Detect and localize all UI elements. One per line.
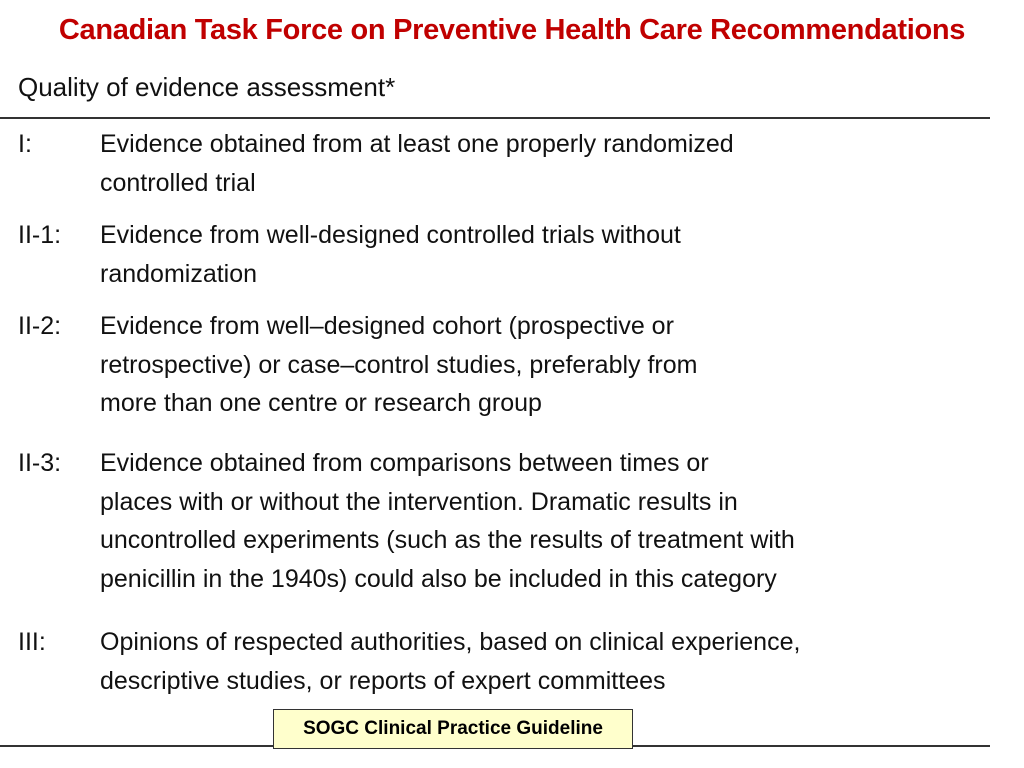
source-label: SOGC Clinical Practice Guideline xyxy=(273,709,633,749)
description-line: Evidence obtained from at least one properly randomized xyxy=(100,130,734,158)
evidence-description xyxy=(100,623,980,700)
description-line: more than one centre or research group xyxy=(100,389,542,417)
top-divider xyxy=(0,117,990,119)
evidence-level-label: II-3: xyxy=(18,449,62,477)
evidence-description xyxy=(100,125,980,202)
evidence-description xyxy=(100,444,980,598)
description-line: places with or without the intervention. Dramatic results in xyxy=(100,487,738,516)
evidence-description xyxy=(100,216,980,293)
description-line: descriptive studies, or reports of expert committees xyxy=(100,666,666,695)
description-line: Evidence from well–designed cohort (prospective or xyxy=(100,312,674,340)
slide-title: Canadian Task Force on Preventive Health Care Recommendations xyxy=(58,14,966,46)
evidence-level-label: II-1: xyxy=(18,221,62,249)
evidence-level-label: II-2: xyxy=(18,312,62,340)
description-line: Evidence obtained from comparisons between times or xyxy=(100,449,709,477)
description-line: randomization xyxy=(100,259,258,288)
description-line: uncontrolled experiments (such as the results of treatment with xyxy=(100,526,795,554)
description-line: Evidence from well-designed controlled trials without xyxy=(100,221,681,249)
description-line: retrospective) or case–control studies, preferably from xyxy=(100,350,698,379)
evidence-level-label: I: xyxy=(18,130,32,158)
description-line: Opinions of respected authorities, based on clinical experience, xyxy=(100,628,801,656)
evidence-description xyxy=(100,307,980,423)
table-heading: Quality of evidence assessment* xyxy=(18,72,396,102)
evidence-level-label: III: xyxy=(18,628,46,656)
description-line: penicillin in the 1940s) could also be included in this category xyxy=(100,564,777,593)
description-line: controlled trial xyxy=(100,168,256,197)
